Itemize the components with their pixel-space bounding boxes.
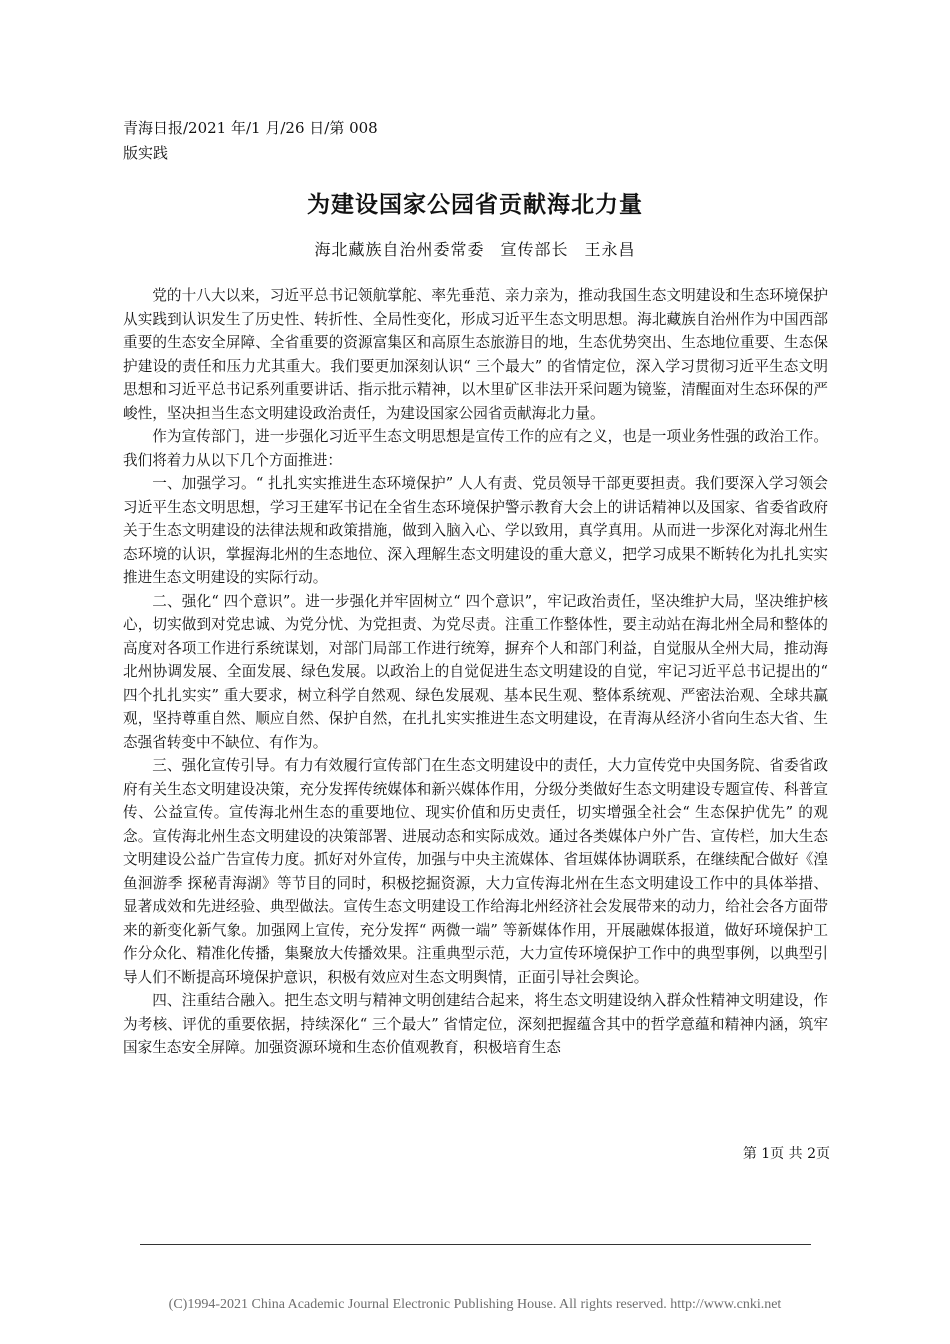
source-line: 青海日报/2021 年/1 月/26 日/第 008 版实践 — [123, 119, 378, 162]
article-title: 为建设国家公园省贡献海北力量 — [307, 192, 643, 218]
paragraph: 一、加强学习。“ 扎扎实实推进生态环境保护” 人人有责、党员领导干部更要担责。我们要深入学习领会习近平生态文明思想，学习王建军书记在全省生态环境保护警示教育大会上的讲话精神以及国家、省委省政府关于生态文明建设的法律法规和政策措施，做到入脑入心、学以致用，真学真用。从而进一步深化对海北州生态环境的认识，掌握海北州的生态地位、深入理解生态文明建设的重大意义，把学习成果不断转化为扎扎实实推进生态文明建设的实际行动。 — [123, 475, 828, 586]
byline — [0, 237, 950, 260]
paragraph: 三、强化宣传引导。有力有效履行宣传部门在生态文明建设中的责任，大力宣传党中央国务院、省委省政府有关生态文明建设决策，充分发挥传统媒体和新兴媒体作用，分级分类做好生态文明建设专题宣传、科普宣传、公益宣传。宣传海北州生态的重要地位、现实价值和历史责任，切实增强全社会“ 生态保护优先” 的观念。宣传海北州生态文明建设的决策部署、进展动态和实际成效。通过各类媒体户外广告、宣传栏，加大生态文明建设公益广告宣传力度。抓好对外宣传，加强与中央主流媒体、省垣媒体协调联系，在继续配合做好《湟鱼洄游季 探秘青海湖》等节目的同时，积极挖掘资源，大力宣传海北州在生态文明建设工作中的具体举措、显著成效和先进经验、典型做法。宣传生态文明建设工作给海北州经济社会发展带来的动力，给社会各方面带来的新变化新气象。加强网上宣传，充分发挥“ 两微一端” 等新媒体作用，开展融媒体报道，做好环境保护工作分众化、精准化传播，集聚放大传播效果。注重典型示范，大力宣传环境保护工作中的典型事例，以典型引导人们不断提高环境保护意识，积极有效应对生态文明舆情，正面引导社会舆论。 — [123, 757, 828, 986]
paragraph: 四、注重结合融入。把生态文明与精神文明创建结合起来，将生态文明建设纳入群众性精神文明建设，作为考核、评优的重要依据，持续深化“ 三个最大” 省情定位，深刻把握蕴含其中的哲学意蕴和精神内涵，筑牢国家生态安全屏障。加强资源环境和生态价值观教育，积极培育生态 — [123, 992, 828, 1056]
byline-role: 宣传部长 — [500, 240, 569, 259]
paragraph: 二、强化“ 四个意识”。进一步强化并牢固树立“ 四个意识”，牢记政治责任，坚决维护大局，坚决维护核心，切实做到对党忠诚、为党分忧、为党担责、为党尽责。注重工作整体性，要主动站在海北州全局和整体的高度对各项工作进行系统谋划，对部门局部工作进行统筹，摒弃个人和部门利益，自觉服从全州大局，推动海北州协调发展、全面发展、绿色发展。以政治上的自觉促进生态文明建设的自觉，牢记习近平总书记提出的“ 四个扎扎实实” 重大要求，树立科学自然观、绿色发展观、基本民生观、整体系统观、严密法治观、全球共赢观，坚持尊重自然、顺应自然、保护自然，在扎扎实实推进生态文明建设，在青海从经济小省向生态大省、生态强省转变中不缺位、有作为。 — [123, 592, 828, 751]
byline-org: 海北藏族自治州委常委 — [314, 240, 485, 259]
footer-divider — [140, 1244, 811, 1245]
article-body — [123, 284, 828, 1060]
copyright-notice: (C)1994-2021 China Academic Journal Electronic Publishing House. All rights reserved. http://www.cnki.net — [168, 1297, 782, 1312]
paragraph: 作为宣传部门，进一步强化习近平生态文明思想是宣传工作的应有之义，也是一项业务性强的政治工作。我们将着力从以下几个方面推进： — [123, 428, 828, 469]
byline-author: 王永昌 — [584, 240, 636, 259]
paragraph: 党的十八大以来，习近平总书记领航掌舵、率先垂范、亲力亲为，推动我国生态文明建设和生态环境保护从实践到认识发生了历史性、转折性、全局性变化，形成习近平生态文明思想。海北藏族自治州作为中国西部重要的生态安全屏障、全省重要的资源富集区和高原生态旅游目的地，生态优势突出、生态地位重要、生态保护建设的责任和压力尤其重大。我们要更加深刻认识“ 三个最大” 的省情定位，深入学习贯彻习近平生态文明思想和习近平总书记系列重要讲话、指示批示精神，以木里矿区非法开采问题为镜鉴，清醒面对生态环保的严峻性，坚决担当生态文明建设政治责任，为建设国家公园省贡献海北力量。 — [123, 287, 828, 422]
page-number: 第 1页 共 2页 — [742, 1146, 830, 1162]
